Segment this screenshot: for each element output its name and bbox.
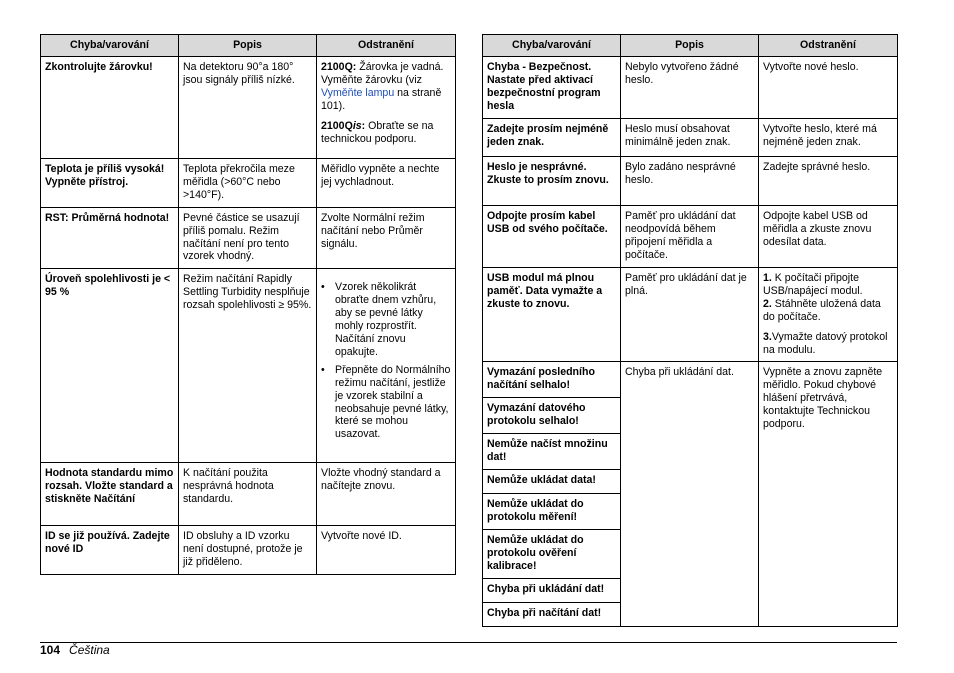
table-row (483, 206, 898, 268)
description-cell: Paměť pro ukládání dat neodpovídá během připojení měřidla a počítače. (621, 206, 759, 268)
header-description: Popis (621, 35, 759, 57)
description-cell: Teplota překročila meze měřidla (>60°C nebo >140°F). (179, 159, 317, 208)
step-number: 1. (763, 272, 772, 284)
error-cell: RST: Průměrná hodnota! (41, 207, 179, 269)
model-label-main: 2100Q (321, 119, 353, 132)
solution-step (763, 331, 893, 357)
table-row (41, 463, 456, 526)
table-header-row (483, 35, 898, 57)
model-label-colon: : (361, 119, 366, 132)
solution-cell: Vložte vhodný standard a načítejte znovu. (317, 463, 456, 526)
table-row (483, 268, 898, 362)
replace-lamp-link[interactable]: Vyměňte lampu (321, 86, 395, 99)
error-cell: Nemůže ukládat do protokolu měření! (483, 494, 621, 530)
model-label-suffix: is (352, 119, 362, 132)
error-cell: USB modul má plnou paměť. Data vymažte a zkuste to znovu. (483, 268, 621, 362)
solution-cell: Zadejte správné heslo. (759, 157, 898, 206)
error-cell: Chyba při načítání dat! (483, 603, 621, 627)
error-cell: Zkontrolujte žárovku! (41, 57, 179, 159)
description-cell: Na detektoru 90°a 180° jsou signály příliš nízké. (179, 57, 317, 159)
page-number: 104 (40, 643, 61, 657)
model-label: 2100Q: (321, 61, 357, 73)
error-table-right (482, 34, 898, 627)
description-cell: Heslo musí obsahovat minimálně jeden znak. (621, 119, 759, 157)
description-cell: K načítání použita nesprávná hodnota standardu. (179, 463, 317, 526)
solution-cell: Vytvořte heslo, které má nejméně jeden znak. (759, 119, 898, 157)
error-cell: Zadejte prosím nejméně jeden znak. (483, 119, 621, 157)
header-description: Popis (179, 35, 317, 57)
solution-cell: Zvolte Normální režim načítání nebo Průměr signálu. (317, 207, 456, 269)
solution-2100q (321, 61, 451, 113)
error-cell: Hodnota standardu mimo rozsah. Vložte standard a stiskněte Načítání (41, 463, 179, 526)
table-row (483, 157, 898, 206)
table-row (41, 269, 456, 463)
solution-cell (317, 269, 456, 463)
list-item: • Vzorek několikrát obraťte dnem vzhůru, aby se pevné látky mohly rozprostřít. Načítání znovu opakujte. (335, 281, 451, 358)
solution-cell (317, 57, 456, 159)
error-cell: Vymazání posledního načítání selhalo! (483, 362, 621, 398)
footer-divider (40, 642, 897, 643)
description-cell: Pevné částice se usazují příliš pomalu. Režim načítání není pro tento vzorek vhodný. (179, 207, 317, 269)
solution-text: Obraťte se na technickou podporu. (321, 119, 434, 145)
step-number: 3. (763, 330, 772, 343)
description-cell: Bylo zadáno nesprávné heslo. (621, 157, 759, 206)
list-item: • Přepněte do Normálního režimu načítání, jestliže je vzorek stabilní a neobsahuje pevné látky, které se mohou usazovat. (335, 364, 451, 441)
page-footer (40, 643, 110, 658)
error-table-left (40, 34, 456, 575)
description-cell: Režim načítání Rapidly Settling Turbidity nesplňuje rozsah spolehlivosti ≥ 95%. (179, 269, 317, 463)
error-cell: Nemůže ukládat data! (483, 470, 621, 494)
table-row (41, 207, 456, 269)
error-cell: Teplota je příliš vysoká! Vypněte přístroj. (41, 159, 179, 208)
solution-2100qis (321, 120, 451, 146)
step-number: 2. (763, 297, 772, 310)
description-cell: Paměť pro ukládání dat je plná. (621, 268, 759, 362)
error-cell: Nemůže načíst množinu dat! (483, 434, 621, 470)
solution-step (763, 298, 893, 324)
table-row (483, 57, 898, 119)
header-error: Chyba/varování (41, 35, 179, 57)
solution-bullet-list (321, 281, 451, 441)
error-cell: Nemůže ukládat do protokolu ověření kalibrace! (483, 530, 621, 579)
step-text: Stáhněte uložená data do počítače. (763, 297, 881, 323)
error-cell: Chyba - Bezpečnost. Nastate před aktivací bezpečnostní program hesla (483, 57, 621, 119)
step-text: Vymažte datový protokol na modulu. (763, 330, 888, 356)
header-error: Chyba/varování (483, 35, 621, 57)
table-row (41, 57, 456, 159)
error-cell: Chyba při ukládání dat! (483, 579, 621, 603)
header-solution: Odstranění (759, 35, 898, 57)
solution-cell: Měřidlo vypněte a nechte jej vychladnout. (317, 159, 456, 208)
solution-cell: Vypněte a znovu zapněte měřidlo. Pokud chybové hlášení přetrvává, kontaktujte Technickou podporu. (759, 362, 898, 627)
step-text: K počítači připojte USB/napájecí modul. (763, 272, 863, 297)
solution-cell (759, 268, 898, 362)
description-cell: ID obsluhy a ID vzorku není dostupné, protože je již přiděleno. (179, 526, 317, 575)
solution-tail: na straně 101). (321, 86, 442, 112)
table-row (483, 119, 898, 157)
error-cell: Úroveň spolehlivosti je < 95 % (41, 269, 179, 463)
error-cell: ID se již používá. Zadejte nové ID (41, 526, 179, 575)
table-header-row (41, 35, 456, 57)
solution-text: Žárovka je vadná. Vyměňte žárovku (viz (321, 61, 444, 86)
error-cell: Vymazání datového protokolu selhalo! (483, 398, 621, 434)
error-cell: Heslo je nesprávné. Zkuste to prosím znovu. (483, 157, 621, 206)
footer-language: Čeština (69, 643, 110, 657)
solution-cell: Vytvořte nové ID. (317, 526, 456, 575)
model-label (321, 120, 365, 132)
solution-step (763, 272, 893, 298)
header-solution: Odstranění (317, 35, 456, 57)
description-cell: Chyba při ukládání dat. (621, 362, 759, 627)
solution-cell: Odpojte kabel USB od měřidla a zkuste znovu odesílat data. (759, 206, 898, 268)
table-row (41, 526, 456, 575)
table-row (483, 362, 898, 398)
description-cell: Nebylo vytvořeno žádné heslo. (621, 57, 759, 119)
error-cell: Odpojte prosím kabel USB od svého počítače. (483, 206, 621, 268)
table-row (41, 159, 456, 208)
solution-cell: Vytvořte nové heslo. (759, 57, 898, 119)
